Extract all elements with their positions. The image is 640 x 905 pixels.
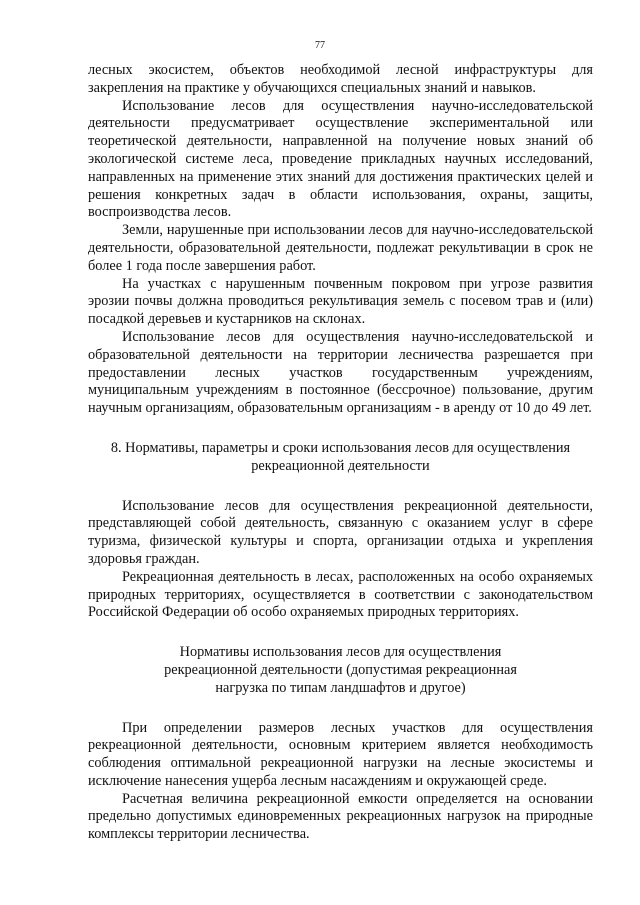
page-number: 77 xyxy=(315,40,325,51)
paragraph-plot-size-criteria: При определении размеров лесных участков для осуществления рекреационной деятельности, основным критерием является необходимость соблюдения оптимальной рекреационной нагрузки на лесные экосистемы и исключение нанесения ущерба лесным насаждениям и окружающей среде. xyxy=(88,719,593,789)
sub-heading-line3: нагрузка по типам ландшафтов и другое) xyxy=(215,679,466,696)
paragraph-recreation-use: Использование лесов для осуществления рекреационной деятельности, представляющей собой деятельность, связанную с оказанием услуг в сфере туризма, физической культуры и спорта, организации отдыха и укрепления здоровья граждан. xyxy=(88,497,593,567)
sub-heading xyxy=(88,644,593,697)
paragraph-recreational-capacity: Расчетная величина рекреационной емкости определяется на основании предельно допустимых единовременных рекреационных нагрузок на природные комплексы территории лесничества. xyxy=(88,790,593,843)
section-heading-line1: 8. Нормативы, параметры и сроки использования лесов для осуществления xyxy=(110,439,571,456)
paragraph-continuation: лесных экосистем, объектов необходимой лесной инфраструктуры для закрепления на практике у обучающихся специальных знаний и навыков. xyxy=(88,62,593,96)
section-heading-line2: рекреационной деятельности xyxy=(251,457,430,474)
paragraph-protected-territories: Рекреационная деятельность в лесах, расположенных на особо охраняемых природных территориях, осуществляется в соответствии с законодательством Российской Федерации об особо охраняемых природных территориях. xyxy=(88,568,593,621)
sub-heading-line2: рекреационной деятельности (допустимая рекреационная xyxy=(164,661,517,678)
spacer xyxy=(88,622,593,644)
spacer xyxy=(88,418,593,440)
paragraph-land-recultivation: Земли, нарушенные при использовании лесов для научно-исследовательской деятельности, образовательной деятельности, подлежат рекультивации в срок не более 1 года после завершения работ. xyxy=(88,222,593,274)
paragraph-soil-erosion: На участках с нарушенным почвенным покровом при угрозе развития эрозии почвы должна проводиться рекультивация земель с посевом трав и (или) посадкой деревьев и кустарников на склонах. xyxy=(88,275,593,328)
section-heading xyxy=(88,440,593,476)
spacer xyxy=(88,476,593,498)
paragraph-research-use: Использование лесов для осуществления научно-исследовательской деятельности предусматривает осуществление экспериментальной или теоретической деятельности, направленной на получение новых знаний об экологической системе леса, проведение прикладных научных исследований, направленных на применение этих знаний для достижения практических целей и решения конкретных задач в области использования, охраны, защиты, воспроизводства лесов. xyxy=(88,97,593,221)
paragraph-permitted-use: Использование лесов для осуществления научно-исследовательской и образовательной деятельности на территории лесничества разрешается при предоставлении лесных участков государственным учреждениям, муниципальным учреждениям в постоянное (бессрочное) пользование, другим научным организациям, образовательным организациям - в аренду от 10 до 49 лет. xyxy=(88,328,593,417)
page-content xyxy=(88,62,593,844)
spacer xyxy=(88,698,593,720)
sub-heading-line1: Нормативы использования лесов для осуществления xyxy=(179,644,502,661)
